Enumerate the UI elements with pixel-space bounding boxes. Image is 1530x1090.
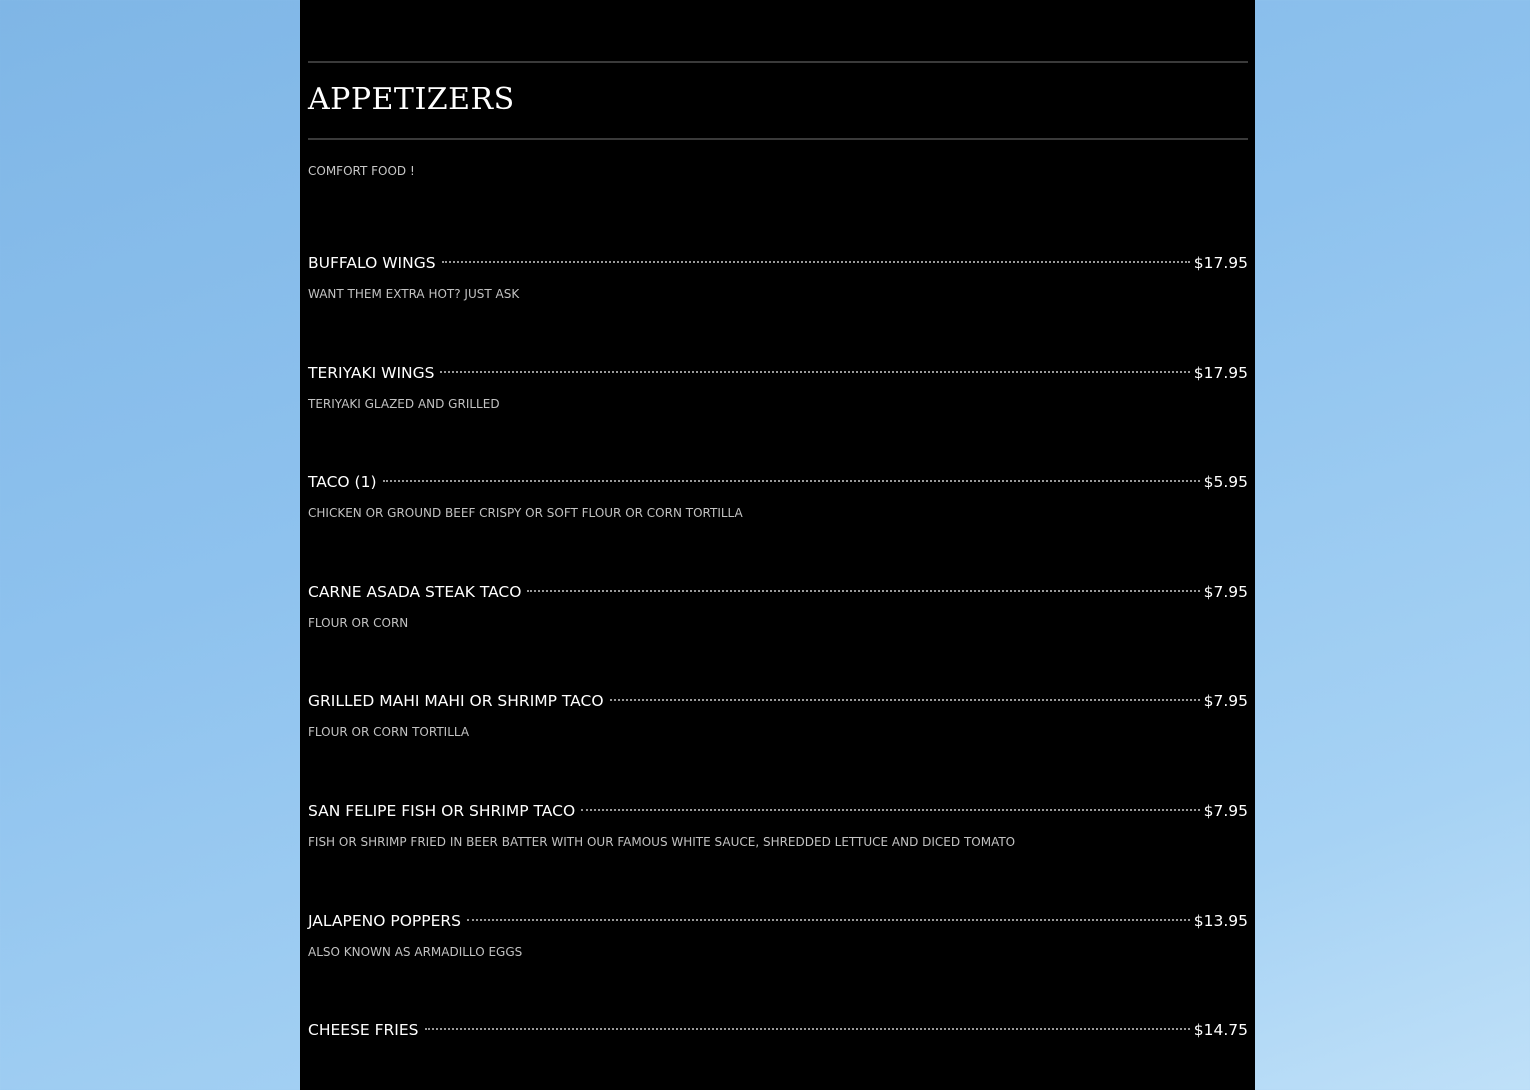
menu-item-header [308,1018,1248,1042]
menu-item-price: $17.95 [1193,254,1248,272]
section-divider-top [308,61,1248,63]
menu-item-header [308,361,1248,385]
menu-item-name: GRILLED MAHI MAHI OR SHRIMP TACO [308,692,604,711]
menu-item-name: CARNE ASADA STEAK TACO [308,582,522,601]
menu-item-header [308,580,1248,604]
menu-item [308,361,1248,471]
menu-item-name: CHEESE FRIES [308,1021,419,1040]
menu-item-price: $14.75 [1193,1021,1248,1040]
menu-item-price: $5.95 [1203,473,1248,492]
menu-item-price: $17.95 [1193,363,1248,382]
menu-item-description: TERIYAKI GLAZED AND GRILLED [308,396,500,411]
menu-item-description: WANT THEM EXTRA HOT? JUST ASK [308,287,520,301]
section-title: APPETIZERS [308,82,515,117]
menu-item-header [308,799,1248,823]
section-subtitle: COMFORT FOOD ! [308,164,415,178]
menu-panel [300,0,1255,1090]
menu-item [308,251,1248,361]
menu-item-name: JALAPENO POPPERS [308,911,462,930]
dot-leader [581,809,1199,811]
dot-leader [383,480,1200,482]
menu-item [308,909,1248,1019]
menu-item-description: FLOUR OR CORN TORTILLA [308,725,470,740]
menu-item-description: FLOUR OR CORN [308,615,409,630]
menu-item-name: SAN FELIPE FISH OR SHRIMP TACO [308,801,576,820]
menu-item-price: $7.95 [1203,582,1248,601]
dot-leader [467,919,1190,921]
dot-leader [440,371,1189,373]
menu-item-description: ALSO KNOWN AS ARMADILLO EGGS [308,944,523,959]
menu-item-name: TERIYAKI WINGS [308,363,435,382]
menu-item-header [308,909,1248,933]
menu-item-description: FISH OR SHRIMP FRIED IN BEER BATTER WITH OUR FAMOUS WHITE SAUCE, SHREDDED LETTUCE AND DICED TOMATO [308,834,1016,849]
menu-item-price: $7.95 [1203,692,1248,711]
menu-item-header [308,689,1248,713]
menu-item [308,1018,1248,1090]
menu-item-price: $7.95 [1203,801,1248,820]
menu-item [308,799,1248,909]
menu-item-header [308,251,1248,275]
menu-item-price: $13.95 [1193,911,1248,930]
section-divider-bottom [308,138,1248,140]
menu-item-list [308,251,1248,1090]
dot-leader [425,1028,1190,1030]
menu-item-name: TACO (1) [308,473,377,492]
menu-item-header [308,470,1248,494]
dot-leader [527,590,1199,592]
menu-item-name: BUFFALO WINGS [308,254,436,272]
dot-leader [610,699,1200,701]
menu-item-description: CHICKEN OR GROUND BEEF CRISPY OR SOFT FLOUR OR CORN TORTILLA [308,506,743,521]
dot-leader [442,261,1190,263]
menu-item [308,689,1248,799]
menu-item [308,580,1248,690]
menu-item [308,470,1248,580]
